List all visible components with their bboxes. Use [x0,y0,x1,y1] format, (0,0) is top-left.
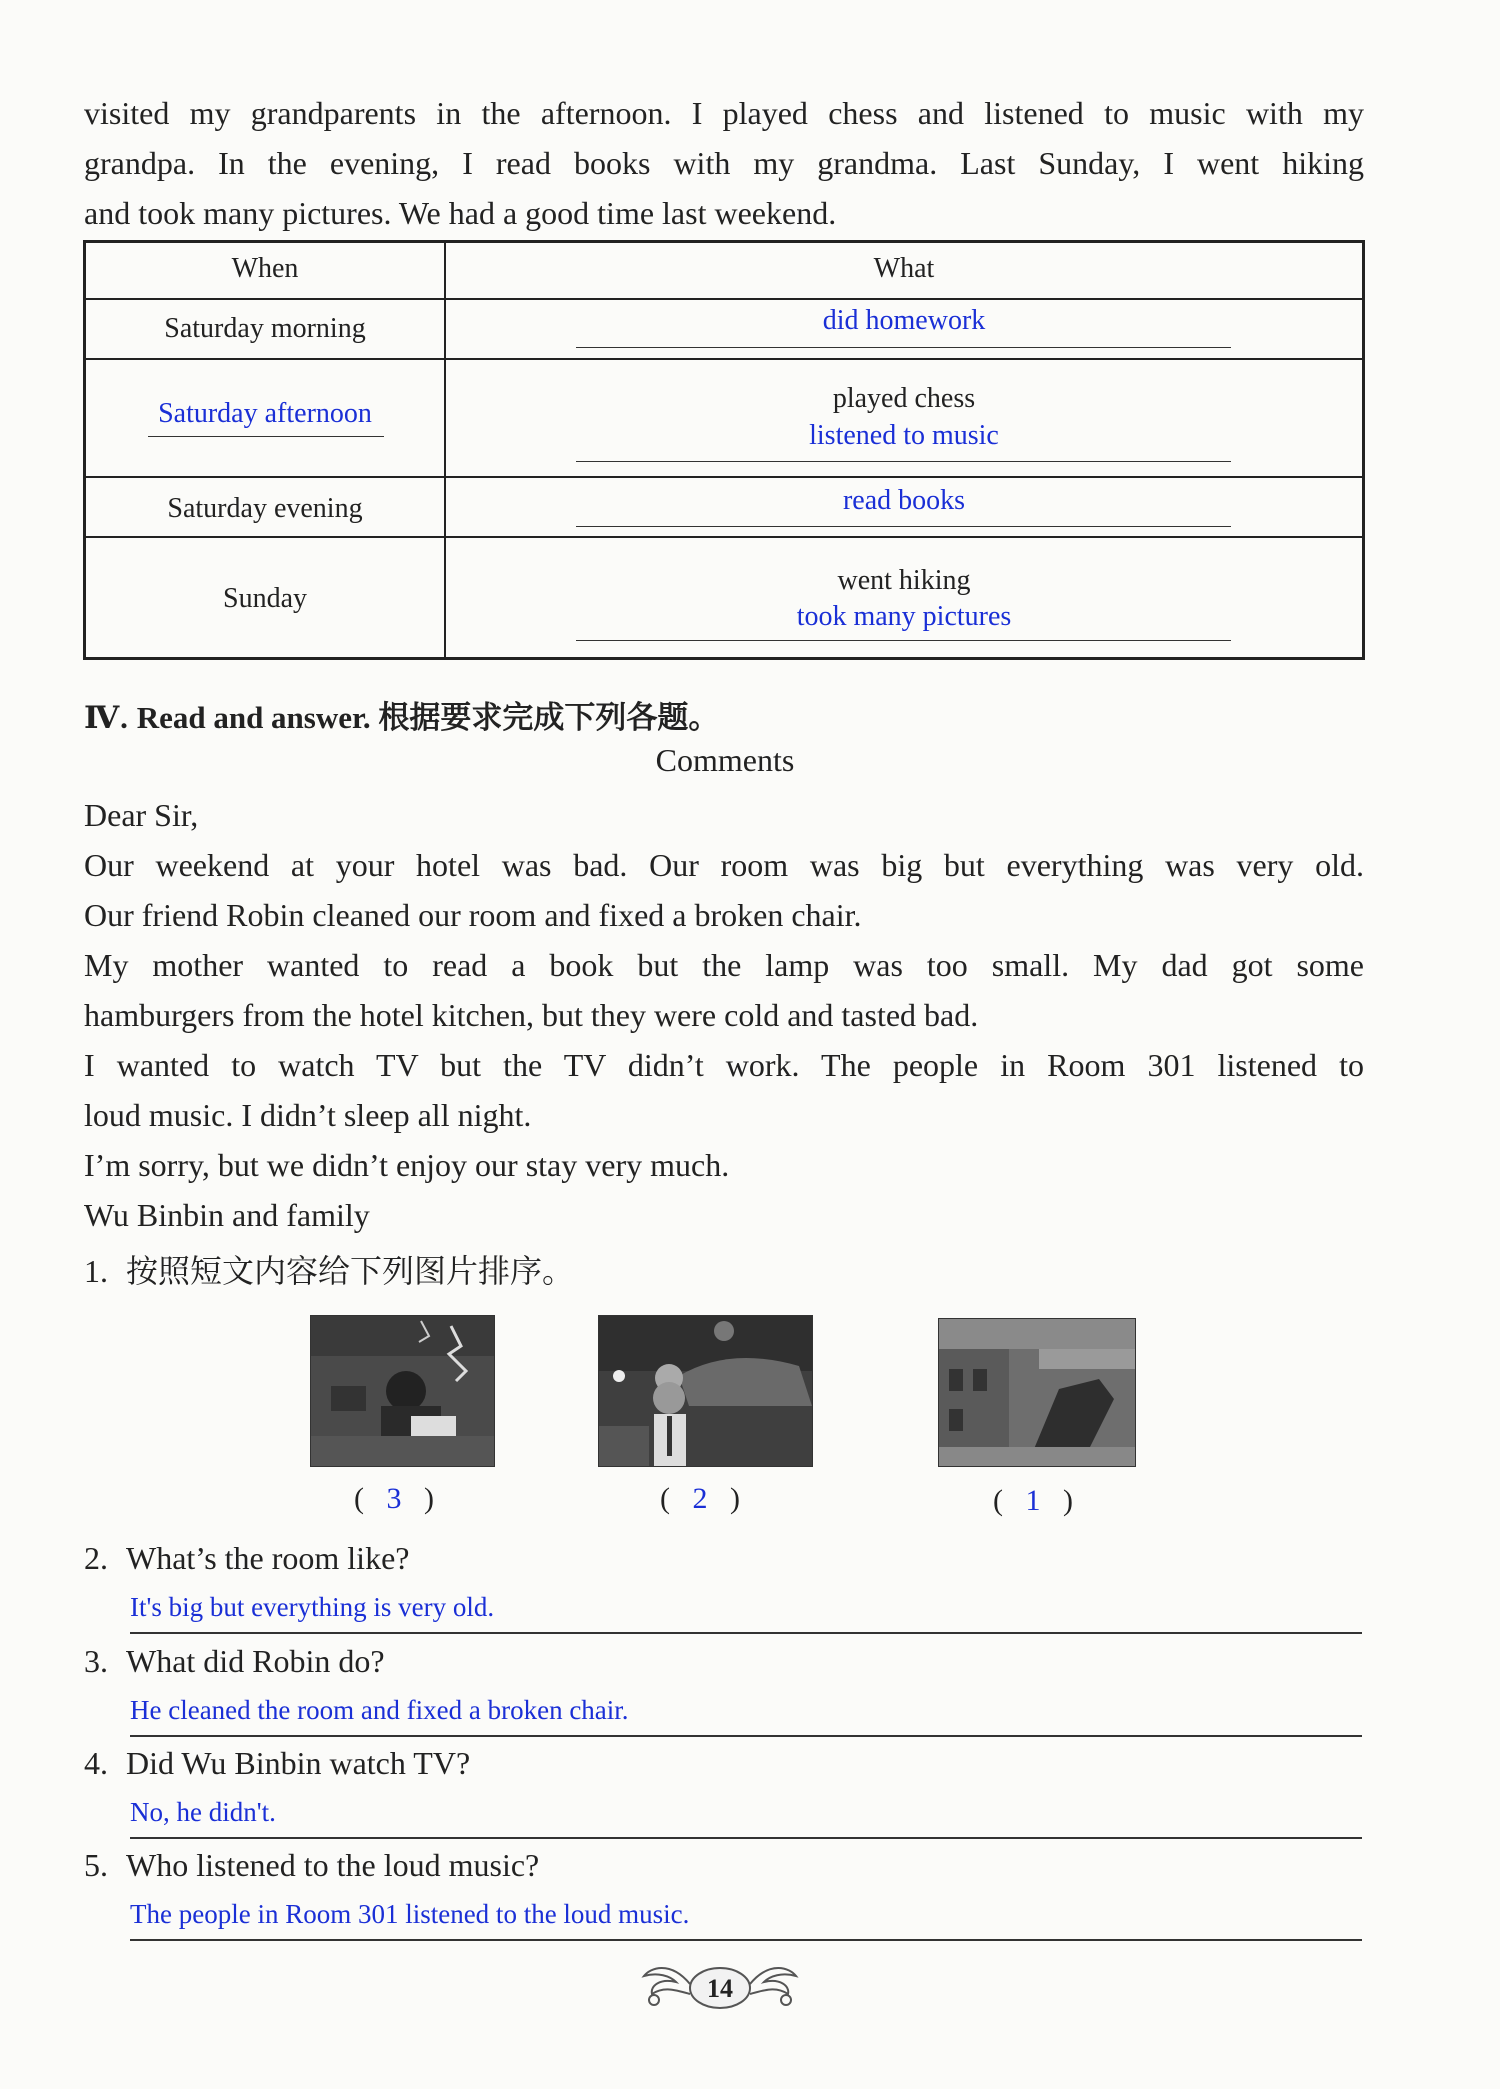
passage-line: Our weekend at your hotel was bad. Our room was big but everything was very old. [84,847,1364,883]
intro-line: and took many pictures. We had a good time last weekend. [84,195,837,231]
picture-tv-man [310,1315,495,1467]
row-when: Saturday morning [164,313,366,344]
question-text: 按照短文内容给下列图片排序。 [126,1253,575,1289]
row-when-answer: Saturday afternoon [158,398,372,429]
passage-line: Our friend Robin cleaned our room and fixed a broken chair. [84,897,862,933]
section-heading [84,692,719,737]
intro-line: visited my grandparents in the afternoon. I played chess and listened to music with my [84,95,1364,131]
order-answer-1: ( 3 ) [354,1482,434,1515]
question-text: Who listened to the loud music? [126,1847,540,1883]
when-what-table [83,240,1365,660]
section-title: Read and answer. 根据要求完成下列各题。 [136,700,720,735]
question-1 [84,1246,574,1292]
question-3 [84,1643,385,1680]
row-what-answer: took many pictures [796,601,1012,632]
question-number: 2. [84,1540,108,1576]
order-value: 3 [386,1482,402,1515]
row-what-answer: did homework [822,305,986,336]
page-number-badge [640,1950,800,2020]
row-what-printed: played chess [832,383,976,414]
row-when: Saturday evening [167,493,363,524]
question-number: 3. [84,1643,108,1679]
page-number: 14 [707,1974,733,2003]
passage-line: loud music. I didn’t sleep all night. [84,1097,532,1133]
row-what-answer: listened to music [809,420,999,451]
sleepless-man-illustration [599,1316,812,1466]
broken-chair-illustration [939,1319,1135,1466]
row-what-printed: went hiking [837,565,971,596]
answer-4: No, he didn't. [130,1797,276,1827]
question-text: Did Wu Binbin watch TV? [126,1745,471,1781]
header-what: What [873,253,935,284]
question-4 [84,1745,470,1782]
answer-3: He cleaned the room and fixed a broken chair. [130,1695,629,1725]
question-text: What did Robin do? [126,1643,385,1679]
passage-title: Comments [655,742,795,778]
passage-line: I wanted to watch TV but the TV didn’t work. The people in Room 301 listened to [84,1047,1364,1083]
order-answer-2: ( 2 ) [660,1482,740,1515]
wings-ornament-icon [640,1950,800,2020]
row-what-answer: read books [842,485,966,516]
passage-body [84,790,1364,1240]
question-number: 1. [84,1253,108,1289]
passage-line: Wu Binbin and family [84,1197,370,1233]
order-answer-3: ( 1 ) [993,1484,1073,1517]
intro-line: grandpa. In the evening, I read books with my grandma. Last Sunday, I went hiking [84,145,1364,181]
tv-man-illustration [311,1316,494,1466]
passage-line: I’m sorry, but we didn’t enjoy our stay very much. [84,1147,730,1183]
passage-salutation: Dear Sir, [84,797,199,833]
question-number: 4. [84,1745,108,1781]
answer-5: The people in Room 301 listened to the loud music. [130,1899,690,1929]
question-number: 5. [84,1847,108,1883]
picture-sleepless-man [598,1315,813,1467]
picture-broken-chair [938,1318,1136,1467]
question-text: What’s the room like? [126,1540,410,1576]
section-number: Ⅳ. [84,700,129,735]
order-value: 1 [1025,1484,1041,1517]
passage-line: My mother wanted to read a book but the lamp was too small. My dad got some [84,947,1364,983]
intro-paragraph [84,88,1364,238]
question-5 [84,1847,539,1884]
row-when: Sunday [223,583,307,614]
header-when: When [231,253,299,284]
answer-2: It's big but everything is very old. [130,1592,495,1622]
order-value: 2 [692,1482,708,1515]
passage-line: hamburgers from the hotel kitchen, but they were cold and tasted bad. [84,997,979,1033]
question-2 [84,1540,409,1577]
